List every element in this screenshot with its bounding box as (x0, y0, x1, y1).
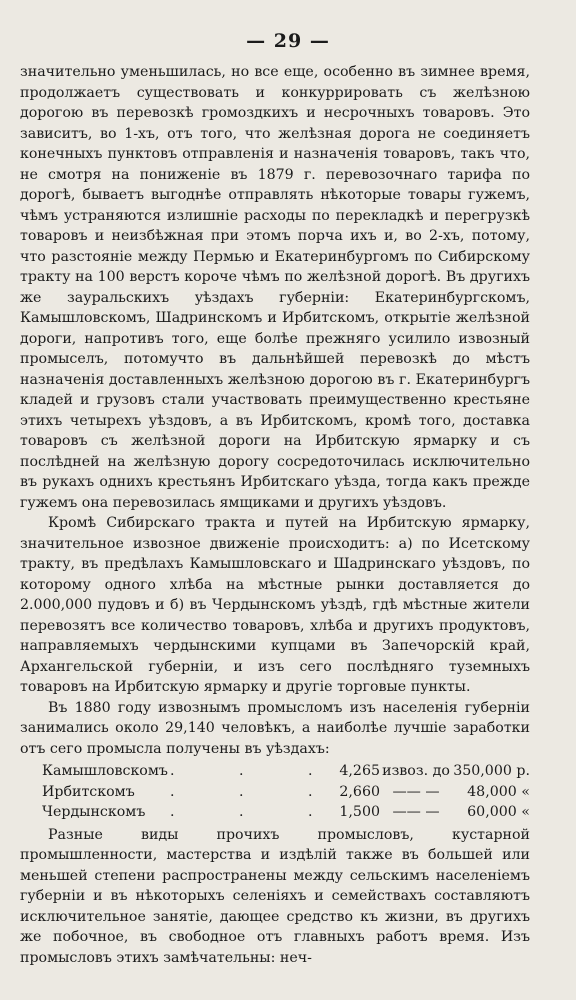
district-name: Чердынскомъ (42, 804, 146, 820)
leader-dots: . . . (170, 783, 343, 800)
worker-count: 4,265 (339, 763, 380, 779)
leader-dots: . . . (170, 804, 343, 820)
ditto-mark: —— — (392, 804, 440, 820)
worker-count: 2,660 (339, 783, 380, 800)
table-row (42, 802, 530, 823)
earnings-table (42, 761, 530, 823)
unit-label: извоз. до (382, 763, 450, 779)
table-row (42, 782, 530, 803)
paragraph-3: Въ 1880 году извознымъ промысломъ изъ населенія губерніи занимались около 29,140 человѣкъ, а наиболѣе лучшіе заработки отъ сего промысла получены въ уѣздахъ: (20, 699, 530, 757)
leader-dots: . . . (170, 763, 343, 779)
ditto-mark: —— — (392, 783, 440, 800)
paragraph-1: значительно уменьшилась, но все еще, особенно въ зимнее время, продолжаетъ существовать и конкуррировать съ желѣзною дорогою въ перевозкѣ громоздкихъ и несрочныхъ товаровъ. Это зависитъ, во 1-хъ, отъ того, что желѣзная дорога не соединяетъ конечныхъ пунктовъ отправленія и назначенія товаровъ, такъ что, не смотря на пониженіе въ 1879 г. перевозочнаго тарифа по дорогѣ, бываетъ выгоднѣе отправлять нѣкоторые товары гужемъ, чѣмъ устраняются излишніе расходы по перекладкѣ и перегрузкѣ товаровъ и неизбѣжная при этомъ порча ихъ и, во 2-хъ, потому, что разстояніе между Пермью и Екатеринбургомъ по Сибирскому тракту на 100 верстъ короче чѣмъ по желѣзной дорогѣ. Въ другихъ же зауральскихъ уѣздахъ губерніи: Екатеринбургскомъ, Камышловскомъ, Шадринскомъ и Ирбитскомъ, открытіе желѣзной дороги, напротивъ того, еще болѣе прежняго усилило извозный промыселъ, потомучто въ дальнѣйшей перевозкѣ до мѣстъ назначенія доставленныхъ желѣзною дорогою въ г. Екатеринбургъ кладей и грузовъ стали участвовать преимущественно крестьяне этихъ четырехъ уѣздовъ, а въ Ирбитскомъ, кромѣ того, доставка товаровъ съ желѣзной дороги на Ирбитскую ярмарку и съ послѣдней на желѣзную дорогу сосредоточилась исключительно въ рукахъ однихъ крестьянъ Ирбитскаго уѣзда, тогда какъ прежде гужемъ она перевозилась ямщиками и другихъ уѣздовъ. (20, 64, 530, 511)
earnings-value: 60,000 « (467, 804, 530, 820)
earnings-value: 48,000 « (467, 783, 530, 800)
paragraph-2: Кромѣ Сибирскаго тракта и путей на Ирбитскую ярмарку, значительное извозное движеніе происходитъ: а) по Исетскому тракту, въ предѣлахъ Камышловскаго и Шадринскаго уѣздовъ, по которому одного хлѣба на мѣстные рынки доставляется до 2.000,000 пудовъ и б) въ Чердынскомъ уѣздѣ, гдѣ мѣстные жители перевозятъ все количество товаровъ, хлѣба и другихъ продуктовъ, направляемыхъ чердынскими купцами въ Запечорскій край, Архангельской губерніи, и изъ сего послѣдняго туземныхъ товаровъ на Ирбитскую ярмарку и другіе торговые пункты. (20, 515, 530, 695)
worker-count: 1,500 (339, 804, 380, 820)
page-number: — 29 — (246, 30, 330, 52)
district-name: Камышловскомъ (42, 763, 168, 779)
district-name: Ирбитскомъ (42, 783, 135, 800)
earnings-value: 350,000 р. (453, 763, 530, 779)
body-text (20, 62, 530, 968)
table-row (42, 761, 530, 782)
paragraph-4: Разные виды прочихъ промысловъ, кустарной промышленности, мастерства и издѣлій также въ большей или меньшей степени распространены между сельскимъ населеніемъ губерніи и въ нѣкоторыхъ селеніяхъ и семействахъ составляютъ исключительное занятіе, дающее средство къ жизни, въ другихъ же побочное, въ свободное отъ главныхъ работъ время. Изъ промысловъ этихъ замѣчательны: неч- (20, 826, 530, 966)
